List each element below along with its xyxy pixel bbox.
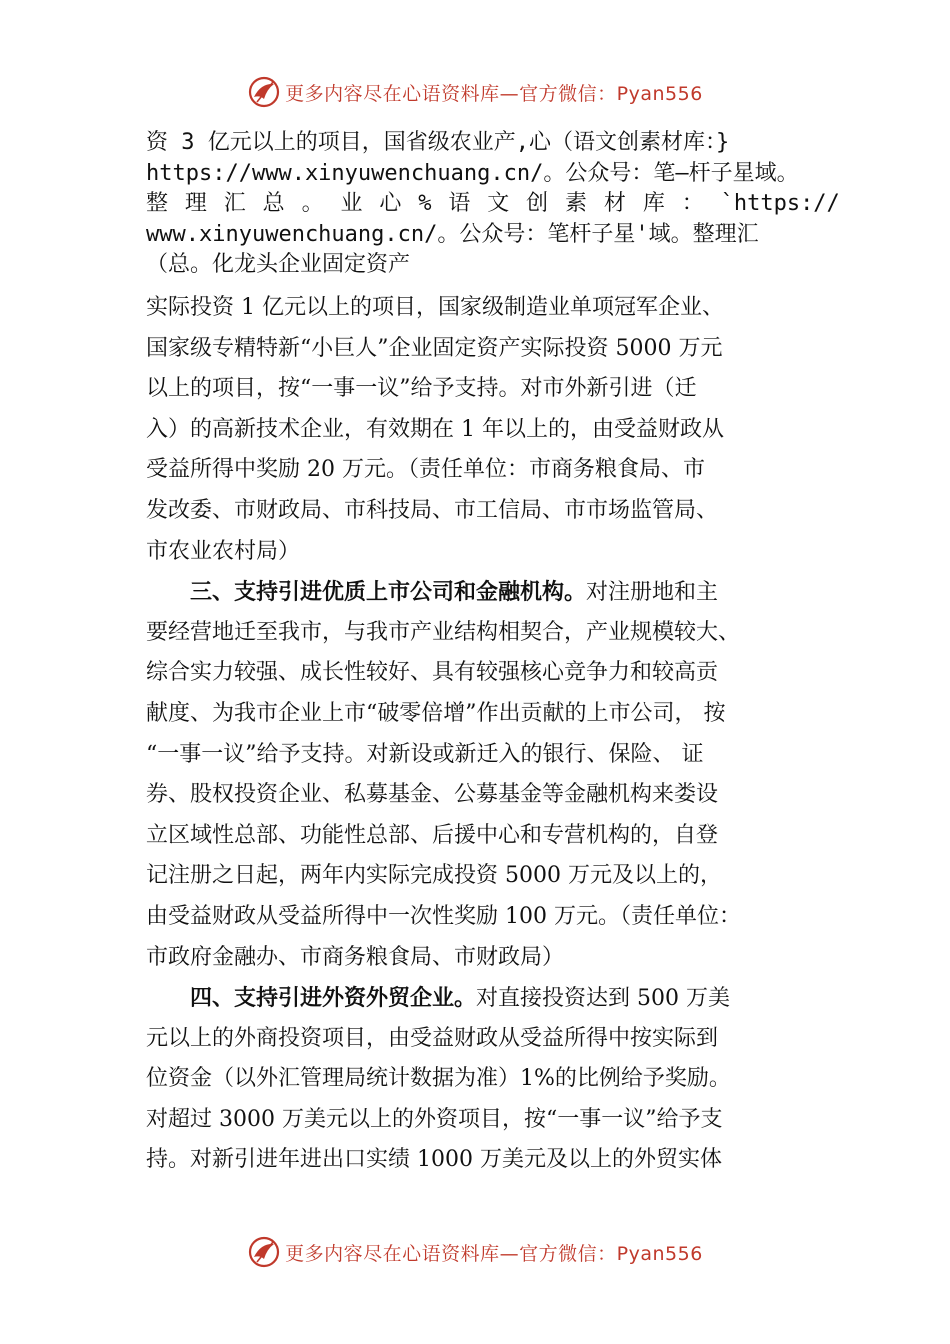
text-line: 立区域性总部、功能性总部、后援中心和专营机构的，自登 [146,822,719,848]
text-line: 发改委、市财政局、市科技局、市工信局、市市场监管局、 [146,497,719,523]
brand-logo-icon [247,75,281,109]
section-three-first-line: 三、支持引进优质上市公司和金融机构。对注册地和主 [190,579,719,606]
text-line: 综合实力较强、成长性较好、具有较强核心竞争力和较高贡 [146,660,719,686]
body-text [146,288,846,1181]
text-line: “一事一议”给予支持。对新设或新迁入的银行、保险、 证 [146,741,704,767]
text-line: 以上的项目，按“一事一议”给予支持。对市外新引进（迁 [146,376,697,402]
garbled-text-block [146,128,846,281]
brand-logo-icon [247,1235,281,1269]
text-line: 券、股权投资企业、私募基金、公募基金等金融机构来娄设 [146,782,719,808]
section-three-heading: 三、支持引进优质上市公司和金融机构。 [190,579,587,606]
text-line: 记注册之日起，两年内实际完成投资 5000 万元及以上的， [146,863,722,889]
text-line: 由受益财政从受益所得中一次性奖励 100 万元。（责任单位： [146,903,741,929]
text-line: 国家级专精特新“小巨人”企业固定资产实际投资 5000 万元 [146,335,723,361]
watermark-text: 更多内容尽在心语资料库—官方微信：Pyan556 [285,1242,703,1265]
document-page [146,128,846,1181]
text-line: 持。对新引进年进出口实绩 1000 万美元及以上的外贸实体 [146,1147,722,1173]
watermark-banner-top [0,72,950,112]
text-line: 对超过 3000 万美元以上的外资项目，按“一事一议”给予支 [146,1106,723,1132]
text-line: 要经营地迁至我市，与我市产业结构相契合，产业规模较大、 [146,619,741,645]
text-line: 入）的高新技术企业，有效期在 1 年以上的，由受益财政从 [146,416,724,442]
section-four-heading: 四、支持引进外资外贸企业。 [190,985,477,1012]
watermark-text: 更多内容尽在心语资料库—官方微信：Pyan556 [285,82,703,105]
garbled-line: （总。化龙头企业固定资产 [146,252,411,277]
garbled-line: www.xinyuwenchuang.cn/。公众号：笔杆子星'域。整理汇 [146,221,759,247]
text-line: 市政府金融办、市商务粮食局、市财政局） [146,944,565,970]
garbled-line: 资 3 亿元以上的项目，国省级农业产,心（语文创素材库：} [146,130,730,155]
garbled-line-spaced: 整 理 汇 总 。 业 心 % 语 文 创 素 材 库 ： `https:// [146,191,840,216]
watermark-banner-bottom [0,1232,950,1272]
garbled-line: https://www.xinyuwenchuang.cn/。公众号：笔—杆子星域。 [146,160,799,186]
text-line: 献度、为我市企业上市“破零倍增”作出贡献的上市公司， 按 [146,700,726,726]
text-line: 位资金（以外汇管理局统计数据为准）1%的比例给予奖励。 [146,1066,731,1092]
text-line: 实际投资 1 亿元以上的项目，国家级制造业单项冠军企业、 [146,295,724,320]
text-line: 元以上的外商投资项目，由受益财政从受益所得中按实际到 [146,1025,719,1051]
section-four-first-line: 四、支持引进外资外贸企业。对直接投资达到 500 万美 [190,985,730,1012]
text-line: 受益所得中奖励 20 万元。（责任单位：市商务粮食局、市 [146,457,705,483]
text-line: 市农业农村局） [146,538,301,564]
